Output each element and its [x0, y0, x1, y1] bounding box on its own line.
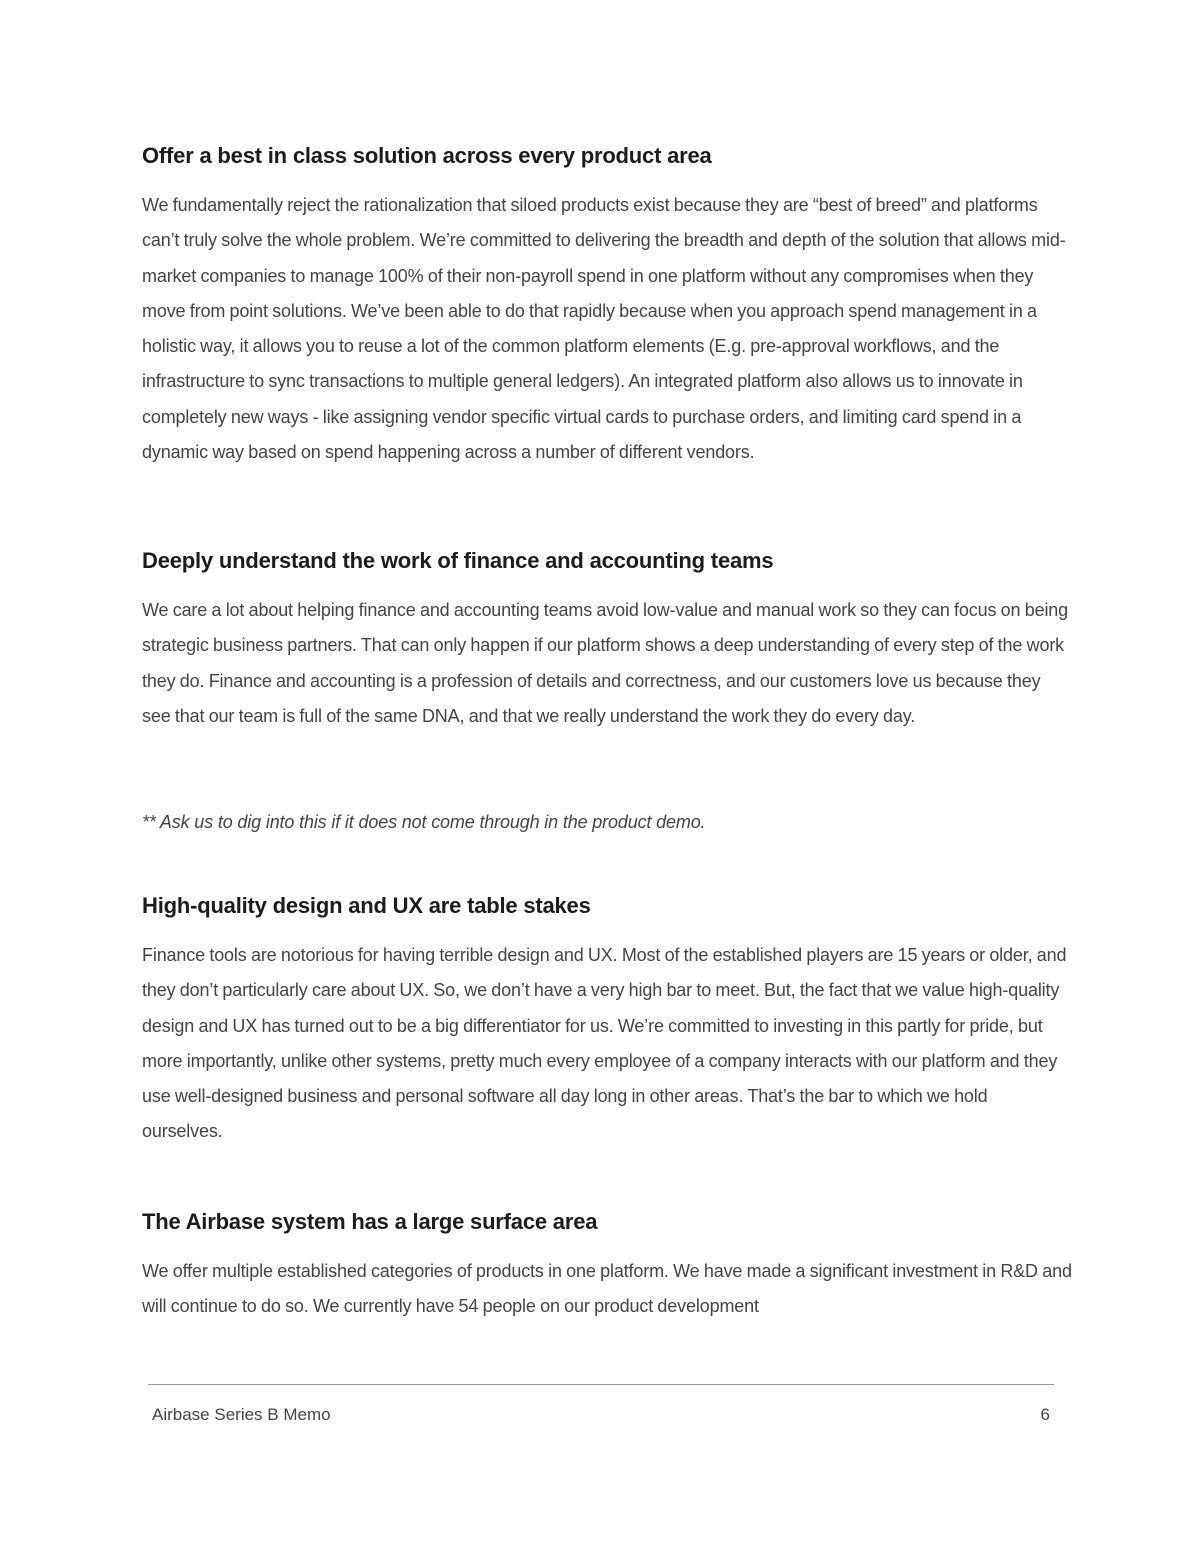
- section-note: [142, 805, 1072, 840]
- section-paragraph: Finance tools are notorious for having terrible design and UX. Most of the established players are 15 years or older, and they don’t particularly care about UX. So, we don’t have a very high bar to meet. But, the fact that we value high-quality design and UX has turned out to be a big differentiator for us. We’re committed to investing in this partly for pride, but more importantly, unlike other systems, pretty much every employee of a company interacts with our platform and they use well-designed business and personal software all day long in other areas. That’s the bar to which we hold ourselves.: [142, 945, 1067, 1142]
- section-design-ux: [142, 890, 1072, 1150]
- footer-divider: [148, 1384, 1054, 1385]
- demo-note: ** Ask us to dig into this if it does not come through in the product demo.: [142, 812, 706, 832]
- section-best-in-class: [142, 140, 1072, 470]
- section-heading: Offer a best in class solution across every product area: [142, 143, 712, 168]
- section-paragraph: We offer multiple established categories of products in one platform. We have made a significant investment in R&D and will continue to do so. We currently have 54 people on our product development: [142, 1261, 1072, 1317]
- section-heading: Deeply understand the work of finance and accounting teams: [142, 548, 774, 573]
- section-surface-area: [142, 1206, 1072, 1325]
- footer-title: Airbase Series B Memo: [152, 1405, 331, 1424]
- section-paragraph: We care a lot about helping finance and accounting teams avoid low-value and manual work so they can focus on being strategic business partners. That can only happen if our platform shows a deep understanding of every step of the work they do. Finance and accounting is a profession of details and correctness, and our customers love us because they see that our team is full of the same DNA, and that we really understand the work they do every day.: [142, 600, 1069, 726]
- section-paragraph: We fundamentally reject the rationalization that siloed products exist because they are “best of breed” and platforms can’t truly solve the whole problem. We’re committed to delivering the breadth and depth of the solution that allows mid-market companies to manage 100% of their non-payroll spend in one platform without any compromises when they move from point solutions. We’ve been able to do that rapidly because when you approach spend management in a holistic way, it allows you to reuse a lot of the common platform elements (E.g. pre-approval workflows, and the infrastructure to sync transactions to multiple general ledgers). An integrated platform also allows us to innovate in completely new ways - like assigning vendor specific virtual cards to purchase orders, and limiting card spend in a dynamic way based on spend happening across a number of different vendors.: [142, 195, 1066, 463]
- section-heading: High-quality design and UX are table stakes: [142, 893, 591, 918]
- section-heading: The Airbase system has a large surface area: [142, 1209, 598, 1234]
- section-finance-accounting: [142, 545, 1072, 734]
- page-number: 6: [1040, 1405, 1050, 1424]
